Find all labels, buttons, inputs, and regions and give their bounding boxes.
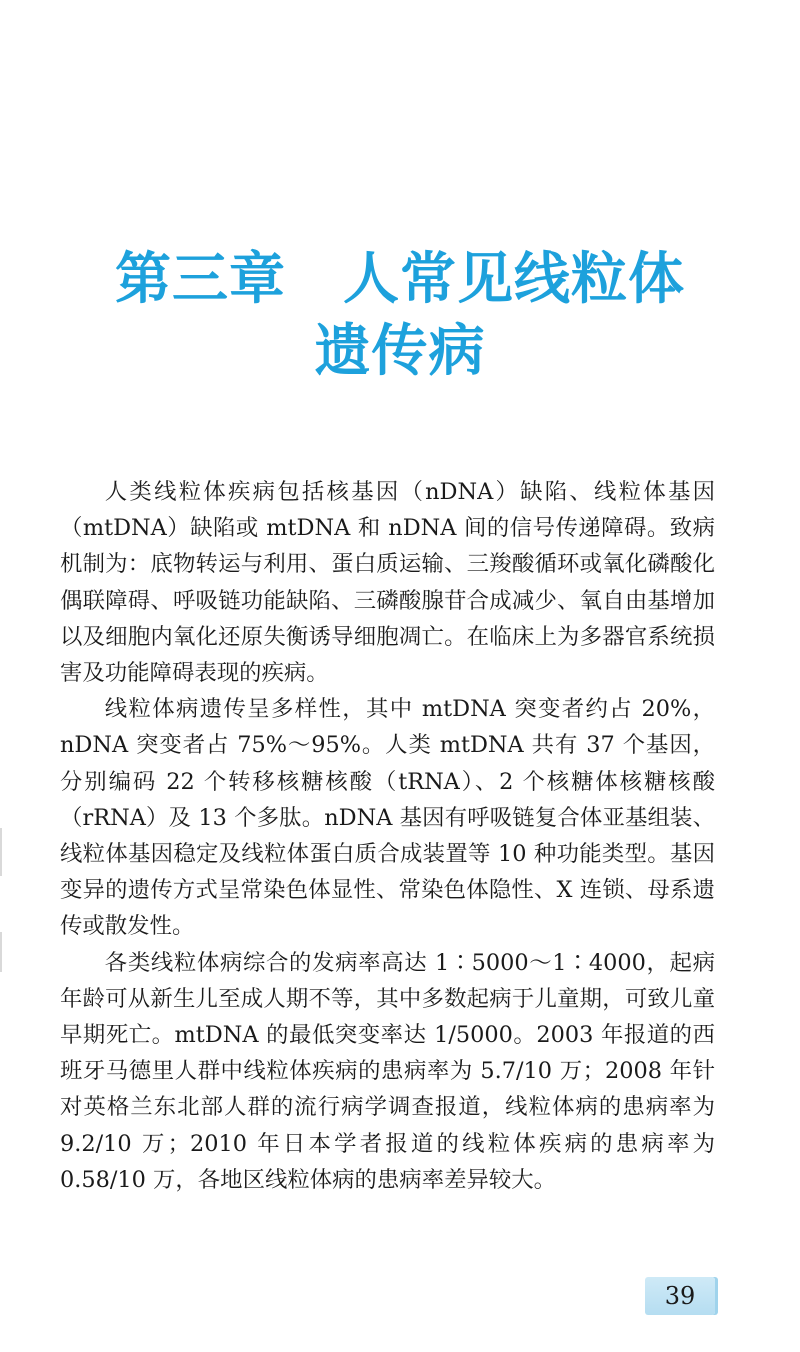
page-number-tab — [645, 1277, 715, 1315]
page-edge-mark — [0, 932, 2, 972]
chapter-title — [0, 244, 800, 388]
chapter-body — [60, 474, 715, 1198]
paragraph-genetics: 线粒体病遗传呈多样性，其中 mtDNA 突变者约占 20%，nDNA 突变者占 75%～95%。人类 mtDNA 共有 37 个基因，分别编码 22 个转移核糖核酸（tRNA）、2 个核糖体核糖核酸（rRNA）及 13 个多肽。nDNA 基因有呼吸链复合体亚基组装、线粒体基因稳定及线粒体蛋白质合成装置等 10 种功能类型。基因变异的遗传方式呈常染色体显性、常染色体隐性、X 连锁、母系遗传或散发性。 — [60, 696, 715, 940]
paragraph-intro: 人类线粒体疾病包括核基因（nDNA）缺陷、线粒体基因（mtDNA）缺陷或 mtDNA 和 nDNA 间的信号传递障碍。致病机制为：底物转运与利用、蛋白质运输、三羧酸循环或氧化磷酸化偶联障碍、呼吸链功能缺陷、三磷酸腺苷合成减少、氧自由基增加以及细胞内氧化还原失衡诱导细胞凋亡。在临床上为多器官系统损害及功能障碍表现的疾病。 — [60, 479, 715, 687]
page-number: 39 — [664, 1282, 696, 1310]
chapter-title-line-1: 第三章 人常见线粒体 — [115, 247, 685, 312]
chapter-title-line-2: 遗传病 — [314, 319, 486, 384]
paragraph-epidemiology: 各类线粒体病综合的发病率高达 1∶5000～1∶4000，起病年龄可从新生儿至成人期不等，其中多数起病于儿童期，可致儿童早期死亡。mtDNA 的最低突变率达 1/5000。2003 年报道的西班牙马德里人群中线粒体疾病的患病率为 5.7/10 万；2008 年针对英格兰东北部人群的流行病学调查报道，线粒体病的患病率为 9.2/10 万；2010 年日本学者报道的线粒体疾病的患病率为 0.58/10 万，各地区线粒体病的患病率差异较大。 — [60, 949, 715, 1193]
page-edge-mark — [0, 828, 2, 876]
